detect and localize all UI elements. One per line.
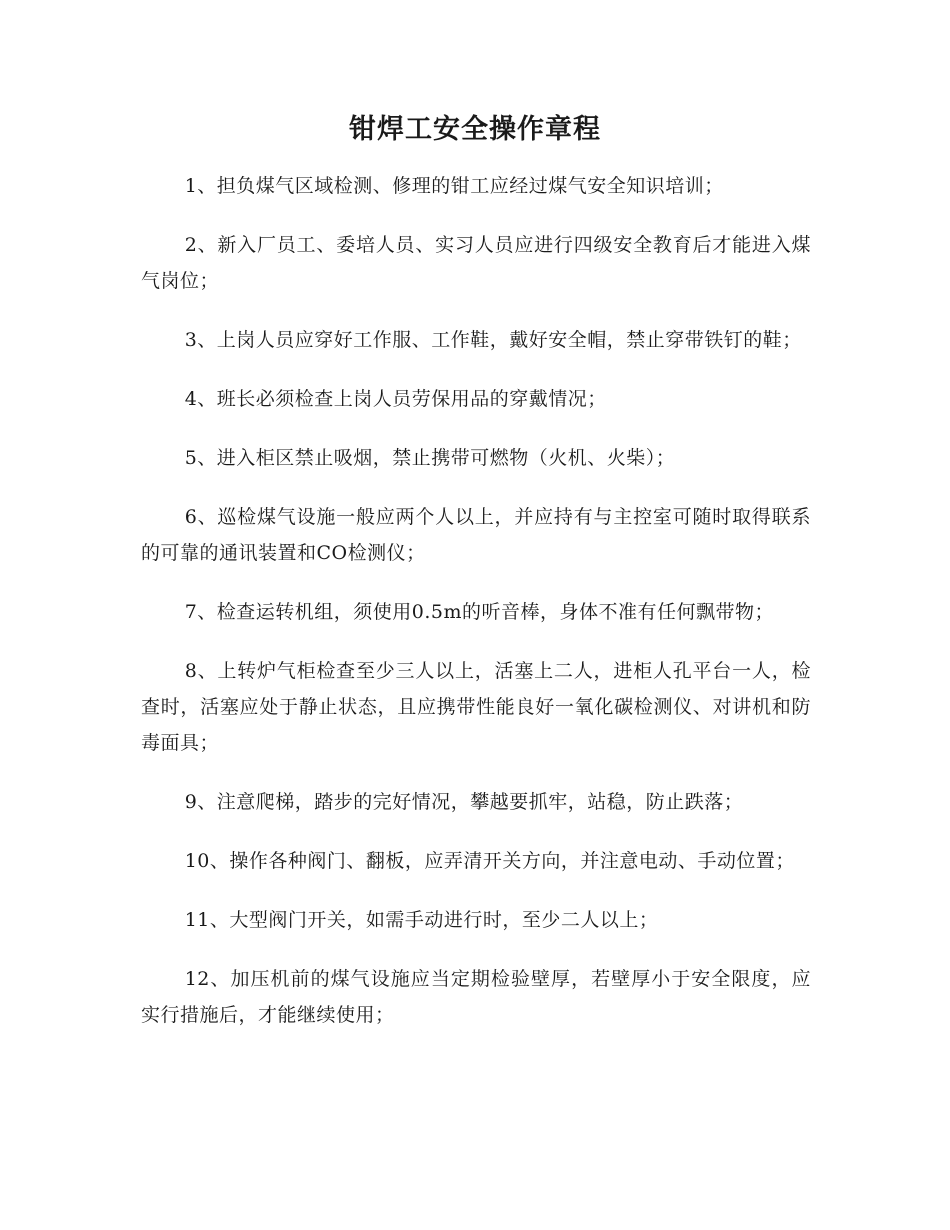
clause-item: 6、巡检煤气设施一般应两个人以上，并应持有与主控室可随时取得联系的可靠的通讯装置和CO检测仪； <box>141 506 811 564</box>
clause-item: 5、进入柜区禁止吸烟，禁止携带可燃物（火机、火柴）； <box>184 447 676 469</box>
clause-item: 8、上转炉气柜检查至少三人以上，活塞上二人，进柜人孔平台一人，检查时，活塞应处于静止状态，且应携带性能良好一氧化碳检测仪、对讲机和防毒面具； <box>141 660 811 754</box>
clause-item: 12、加压机前的煤气设施应当定期检验壁厚，若壁厚小于安全限度，应实行措施后，才能继续使用； <box>141 968 811 1026</box>
clause-item: 10、操作各种阀门、翻板，应弄清开关方向，并注意电动、手动位置； <box>184 850 795 872</box>
clause-item: 3、上岗人员应穿好工作服、工作鞋，戴好安全帽，禁止穿带铁钉的鞋； <box>184 329 802 351</box>
document-title: 钳焊工安全操作章程 <box>349 114 601 145</box>
clause-item: 2、新入厂员工、委培人员、实习人员应进行四级安全教育后才能进入煤气岗位； <box>141 234 811 292</box>
clause-item: 9、注意爬梯，踏步的完好情况，攀越要抓牢，站稳，防止跌落； <box>184 791 744 813</box>
clause-item: 4、班长必须检查上岗人员劳保用品的穿戴情况； <box>184 388 607 410</box>
clause-list <box>141 168 811 1056</box>
clause-item: 11、大型阀门开关，如需手动进行时，至少二人以上； <box>184 909 659 931</box>
clause-item: 7、检查运转机组，须使用0.5m的听音棒，身体不准有任何飘带物； <box>184 601 775 623</box>
clause-item: 1、担负煤气区域检测、修理的钳工应经过煤气安全知识培训； <box>184 175 724 197</box>
